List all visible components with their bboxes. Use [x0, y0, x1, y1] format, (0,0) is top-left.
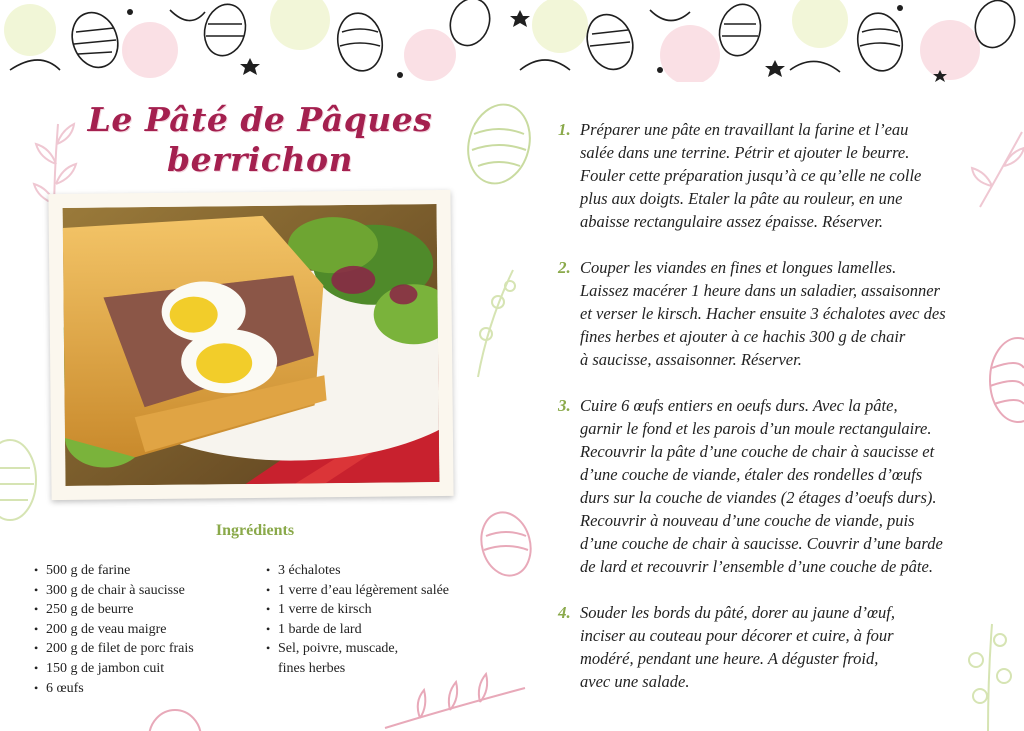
- step-line: Souder les bords du pâté, dorer au jaune d’œuf,: [580, 603, 896, 622]
- ingredient-item: • 1 barde de lard: [266, 620, 496, 640]
- step-line: fines herbes et ajouter à ce hachis 300 g de chair: [580, 327, 906, 346]
- recipe-photo: [48, 190, 453, 500]
- step-3: [558, 394, 998, 578]
- ingredient-item: • Sel, poivre, muscade,: [266, 639, 496, 659]
- step-line: salée dans une terrine. Pétrir et ajouter le beurre.: [580, 143, 910, 162]
- step-4: [558, 601, 998, 693]
- step-line: Recouvrir la pâte d’une couche de chair à saucisse et: [580, 442, 935, 461]
- step-line: d’une couche de viande, étaler des rondelles d’œufs: [580, 465, 923, 484]
- step-line: durs sur la couche de viandes (2 étages d’oeufs durs).: [580, 488, 937, 507]
- step-line: plus aux doigts. Etaler la pâte au rouleur, en une: [580, 189, 903, 208]
- step-text: [580, 118, 998, 233]
- recipe-title-line-1: Le Pâté de Pâques: [87, 100, 433, 139]
- egg-decoration-icon: [0, 430, 40, 530]
- ingredient-item: • 1 verre d’eau légèrement salée: [266, 581, 496, 601]
- ingredient-item: • 300 g de chair à saucisse: [34, 581, 254, 601]
- step-line: Préparer une pâte en travaillant la farine et l’eau: [580, 120, 909, 139]
- step-number: 1.: [558, 120, 571, 139]
- ingredient-item: • 250 g de beurre: [34, 600, 254, 620]
- step-line: Cuire 6 œufs entiers en oeufs durs. Avec la pâte,: [580, 396, 898, 415]
- ingredients-heading: Ingrédients: [215, 522, 295, 539]
- step-line: Laissez macérer 1 heure dans un saladier, assaisonner: [580, 281, 940, 300]
- step-line: à saucisse, assaisonner. Réserver.: [580, 350, 802, 369]
- recipe-title: [60, 100, 460, 180]
- ingredient-item: • 3 échalotes: [266, 561, 496, 581]
- ingredient-item: • 200 g de veau maigre: [34, 620, 254, 640]
- step-line: de lard et recouvrir l’ensemble d’une couche de pâte.: [580, 557, 933, 576]
- ingredient-item: • 500 g de farine: [34, 561, 254, 581]
- step-text: [580, 394, 998, 578]
- step-1: [558, 118, 998, 233]
- recipe-steps: [558, 118, 998, 716]
- step-text: [580, 256, 998, 371]
- step-line: d’une couche de chair à saucisse. Couvrir d’une barde: [580, 534, 943, 553]
- recipe-title-line-2: berrichon: [167, 140, 353, 179]
- egg-decoration-icon: [140, 704, 210, 731]
- step-line: modéré, pendant une heure. A déguster froid,: [580, 649, 879, 668]
- ingredient-item-continuation: fines herbes: [278, 660, 346, 676]
- step-line: Recouvrir à nouveau d’une couche de viande, puis: [580, 511, 915, 530]
- step-line: et verser le kirsch. Hacher ensuite 3 échalotes avec des: [580, 304, 946, 323]
- step-number: 4.: [558, 603, 571, 622]
- ingredient-item: • 200 g de filet de porc frais: [34, 639, 254, 659]
- step-number: 3.: [558, 396, 571, 415]
- egg-decoration-icon: [460, 94, 538, 192]
- easter-egg-banner: [0, 0, 1024, 82]
- step-line: Fouler cette préparation jusqu’à ce qu’elle ne colle: [580, 166, 922, 185]
- ingredient-item: • 150 g de jambon cuit: [34, 659, 254, 679]
- step-line: garnir le fond et les parois d’un moule rectangulaire.: [580, 419, 932, 438]
- ingredient-item: • 1 verre de kirsch: [266, 600, 496, 620]
- pate-photo-icon: [63, 204, 440, 486]
- step-line: abaisse rectangulaire assez épaisse. Réserver.: [580, 212, 884, 231]
- step-line: avec une salade.: [580, 672, 690, 691]
- ingredient-item: • 6 œufs: [34, 679, 254, 699]
- step-line: Couper les viandes en fines et longues lamelles.: [580, 258, 897, 277]
- step-line: inciser au couteau pour décorer et cuire, à four: [580, 626, 894, 645]
- ingredients-list-left: [34, 561, 254, 698]
- ingredients-list-right: [266, 561, 496, 679]
- step-2: [558, 256, 998, 371]
- step-number: 2.: [558, 258, 571, 277]
- step-text: [580, 601, 998, 693]
- leaf-branch-icon: [458, 262, 528, 382]
